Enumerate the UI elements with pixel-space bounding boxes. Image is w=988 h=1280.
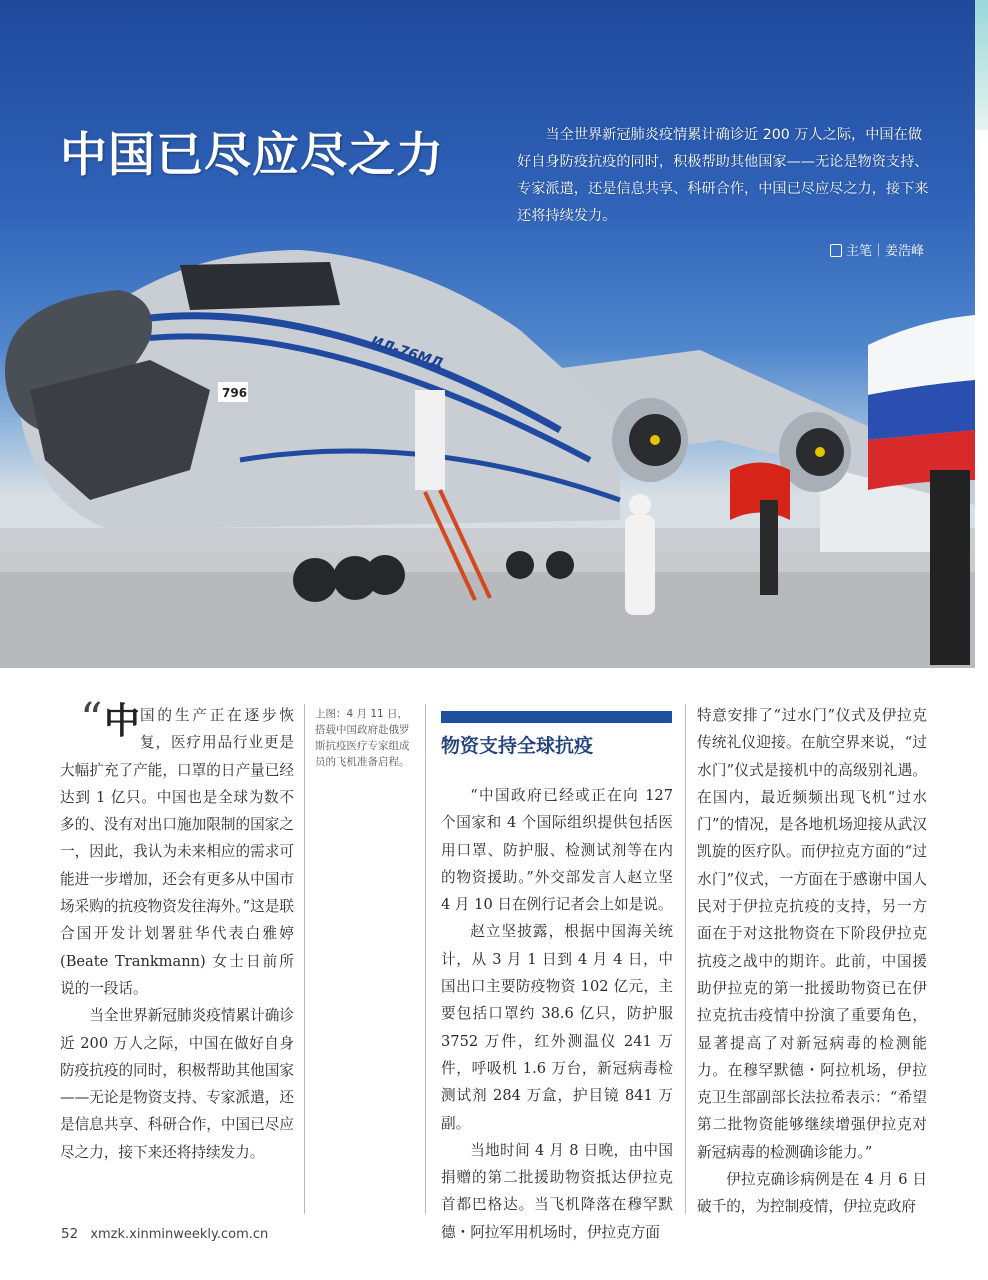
plane-label: ИЛ-76МД	[368, 333, 446, 372]
column-divider	[425, 704, 426, 1214]
paragraph: 伊拉克确诊病例是在 4 月 6 日破千的，为控制疫情，伊拉克政府	[697, 1171, 927, 1216]
paragraph: 国的生产正在逐步恢复，医疗用品行业更是大幅扩充了产能，口罩的日产量已经达到 1 亿只。中国也是全球为数不多的、没有对出口施加限制的国家之一，因此，我认为未来相应的需求可能进一步增加，还会有更多从中国市场采购的抗疫物资发往海外。”这是联合国开发计划署驻华代表白雅婷 (Beate Trankmann) 女士日前所说的一段话。	[60, 707, 294, 997]
drop-cap	[60, 694, 141, 752]
page-number: 52	[61, 1226, 79, 1242]
drop-cap-letter: 中	[104, 700, 141, 742]
column-1	[60, 694, 294, 1166]
section-accent-bar	[441, 711, 672, 723]
column-divider	[304, 704, 305, 1214]
paragraph: 特意安排了“过水门”仪式及伊拉克传统礼仪迎接。在航空界来说，“过水门”仪式是接机中的高级别礼遇。在国内，最近频频出现飞机“过水门”的情况，是各地机场迎接从武汉凯旋的医疗队。而伊拉克方面的“过水门”仪式，一方面在于感谢中国人民对于伊拉克抗疫的支持，另一方面在于对这批物资在下阶段伊拉克抗疫之战中的期许。此前，中国援助伊拉克的第一批援助物资已在伊拉克抗击疫情中扮演了重要角色，显著提高了对新冠病毒的检测能力。在穆罕默德・阿拉机场，伊拉克卫生部副部长法拉希表示：“希望第二批物资能够继续增强伊拉克对新冠病毒的检测确诊能力。”	[697, 707, 927, 1161]
byline-text: 主笔｜姜浩峰	[846, 244, 925, 259]
person-in-protective-suit	[625, 494, 655, 615]
column-3	[441, 782, 673, 1246]
section-heading: 物资支持全球抗疫	[441, 735, 594, 757]
column-4	[697, 702, 927, 1221]
page-footer	[61, 1226, 268, 1242]
byline	[830, 240, 924, 259]
column-divider	[685, 704, 686, 1214]
page-edge-strip	[975, 0, 988, 130]
paragraph: 赵立坚披露，根据中国海关统计，从 3 月 1 日到 4 月 4 日，中国出口主要防疫物资 102 亿元，主要包括口罩约 38.6 亿只，防护服 3752 万件，红外测温仪 241 万件，呼吸机 1.6 万台，新冠病毒检测试剂 284 万盒，护目镜 841 万副。	[441, 923, 673, 1132]
quote-mark: “	[80, 694, 103, 745]
russian-flag	[868, 315, 975, 490]
cockpit-windows	[180, 262, 340, 310]
paragraph: “中国政府已经或正在向 127 个国家和 4 个国际组织提供包括医用口罩、防护服、检测试剂等在内的物资援助。”外交部发言人赵立坚 4 月 10 日在例行记者会上如是说。	[441, 787, 673, 914]
paragraph: 当地时间 4 月 8 日晚，由中国捐赠的第二批援助物资抵达伊拉克首都巴格达。当飞机降落在穆罕默德・阿拉军用机场时，伊拉克方面	[441, 1141, 673, 1241]
article-title: 中国已尽应尽之力	[60, 128, 444, 183]
article-lead: 当全世界新冠肺炎疫情累计确诊近 200 万人之际，中国在做好自身防疫抗疫的同时，积极帮助其他国家——无论是物资支持、专家派遣，还是信息共享、科研合作，中国已尽应尽之力，接下来还将持续发力。	[517, 127, 929, 224]
cargo-door	[415, 390, 445, 490]
website-link[interactable]: xmzk.xinminweekly.com.cn	[90, 1227, 269, 1242]
pen-icon	[830, 244, 842, 257]
photo-caption: 上图：4 月 11 日，搭载中国政府赴俄罗斯抗疫医疗专家组成员的飞机准备启程。	[315, 708, 410, 768]
paragraph: 当全世界新冠肺炎疫情累计确诊近 200 万人之际，中国在做好自身防疫抗疫的同时，积极帮助其他国家——无论是物资支持、专家派遣，还是信息共享、科研合作，中国已尽应尽之力，接下来还将持续发力。	[60, 1007, 294, 1161]
plane-number: 796	[222, 386, 248, 400]
